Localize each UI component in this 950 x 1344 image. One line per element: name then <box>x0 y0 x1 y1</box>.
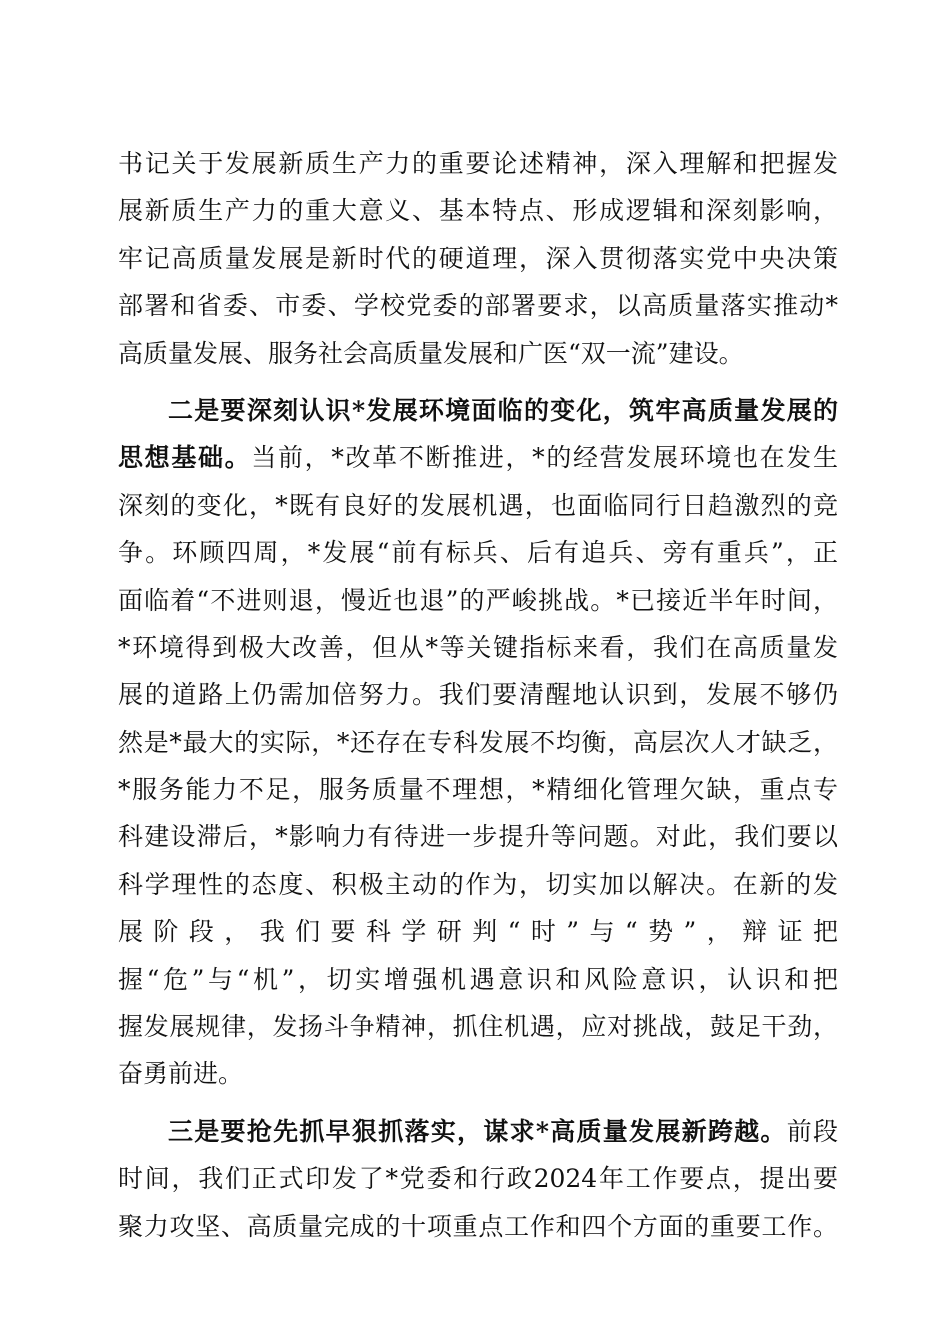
text-line: 握“危”与“机”，切实增强机遇意识和风险意识，认识和把 <box>118 964 838 994</box>
paragraph-heading: 二是要深刻认识*发展环境面临的变化，筑牢高质量发展的 <box>168 395 838 425</box>
text-line: 聚力攻坚、高质量完成的十项重点工作和四个方面的重要工作。 <box>118 1211 838 1241</box>
text-line: *服务能力不足，服务质量不理想，*精细化管理欠缺，重点专 <box>118 775 838 805</box>
text-line: 展阶段，我们要科学研判“时”与“势”，辩证把 <box>118 917 838 947</box>
paragraph-spacer <box>118 1098 838 1108</box>
paragraph-heading: 三是要抢先抓早狠抓落实，谋求*高质量发展新跨越。 <box>168 1116 787 1146</box>
text-line: 高质量发展、服务社会高质量发展和广医“双一流”建设。 <box>118 338 744 368</box>
paragraph-heading-cont: 思想基础。 <box>118 443 252 473</box>
text-line: *环境得到极大改善，但从*等关键指标来看，我们在高质量发 <box>118 632 838 662</box>
document-page <box>118 140 838 1250</box>
text-line: 展的道路上仍需加倍努力。我们要清醒地认识到，发展不够仍 <box>118 680 838 710</box>
text-line: 深刻的变化，*既有良好的发展机遇，也面临同行日趋激烈的竞 <box>118 490 838 520</box>
text-line: 科学理性的态度、积极主动的作为，切实加以解决。在新的发 <box>118 869 838 899</box>
text-line: 展新质生产力的重大意义、基本特点、形成逻辑和深刻影响， <box>118 196 838 226</box>
paragraph-3 <box>118 1108 838 1250</box>
text-line: 书记关于发展新质生产力的重要论述精神，深入理解和把握发 <box>118 149 838 178</box>
text-line: 握发展规律，发扬斗争精神，抓住机遇，应对挑战，鼓足干劲， <box>118 1012 838 1042</box>
text-run: 前段 <box>786 1116 838 1146</box>
text-line: 然是*最大的实际，*还存在专科发展不均衡，高层次人才缺乏， <box>118 727 838 757</box>
paragraph-spacer <box>118 377 838 387</box>
text-line: 奋勇前进。 <box>118 1059 244 1089</box>
text-line <box>118 434 838 481</box>
text-line <box>118 1108 838 1155</box>
text-line: 面临着“不进则退，慢近也退”的严峻挑战。*已接近半年时间， <box>118 585 838 615</box>
text-line: 时间，我们正式印发了*党委和行政2024年工作要点，提出要 <box>118 1164 838 1194</box>
text-line: 部署和省委、市委、学校党委的部署要求，以高质量落实推动* <box>118 291 838 321</box>
paragraph-2 <box>118 387 838 1098</box>
text-line: 争。环顾四周，*发展“前有标兵、后有追兵、旁有重兵”，正 <box>118 538 838 568</box>
text-run: 当前，*改革不断推进，*的经营发展环境也在发生 <box>251 443 838 473</box>
text-line: 牢记高质量发展是新时代的硬道理，深入贯彻落实党中央决策 <box>118 243 838 273</box>
text-line: 科建设滞后，*影响力有待进一步提升等问题。对此，我们要以 <box>118 822 838 852</box>
paragraph-1 <box>118 140 838 377</box>
